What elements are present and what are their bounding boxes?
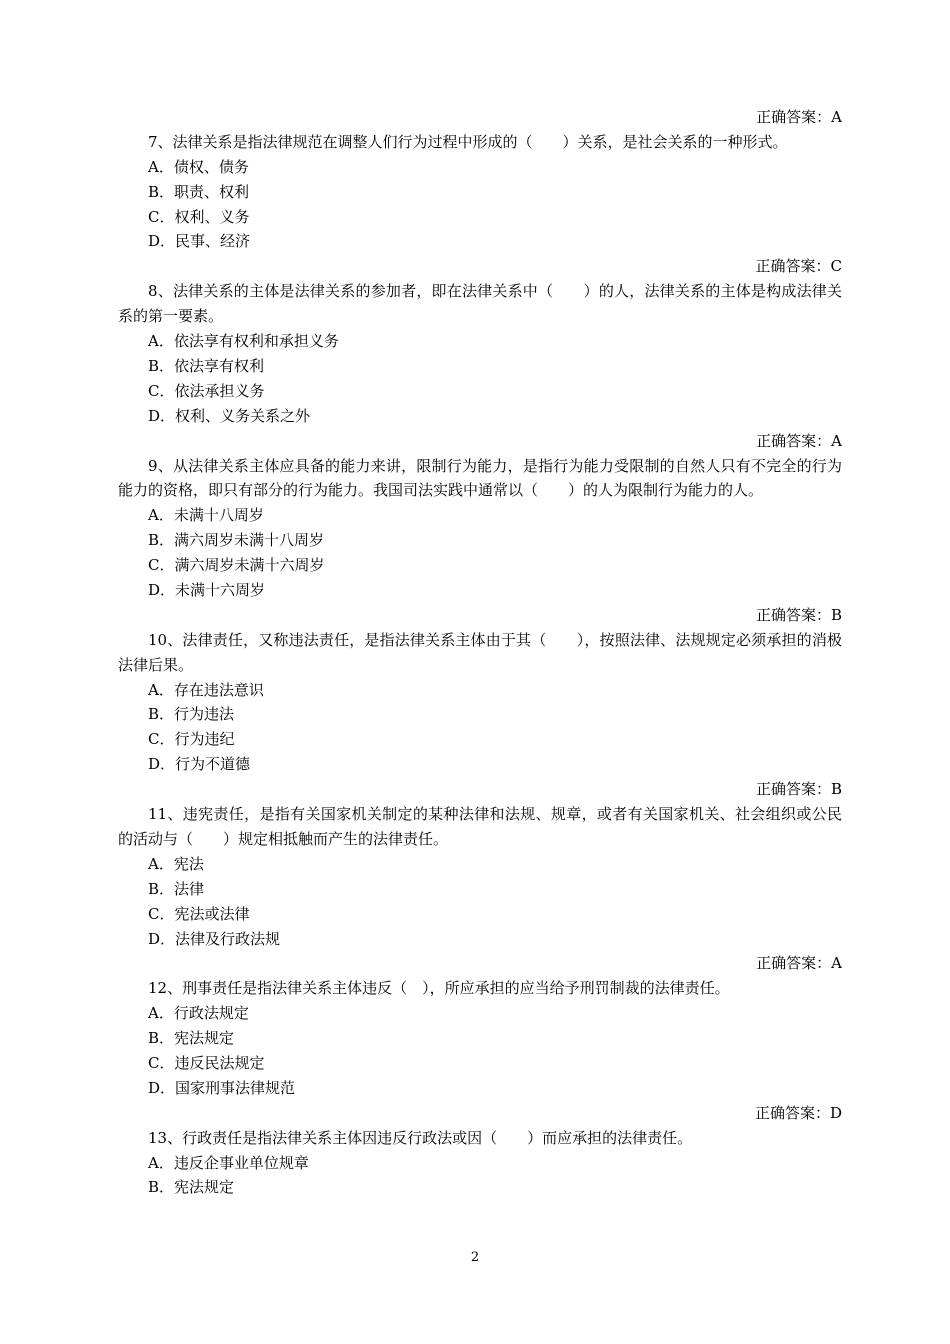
answer-option: A．行政法规定 <box>148 1004 249 1023</box>
answer-option: D．权利、义务关系之外 <box>148 406 311 425</box>
answer-option: A．未满十八周岁 <box>148 506 264 525</box>
answer-option: A．存在违法意识 <box>148 680 264 699</box>
correct-answer: 正确答案：A <box>756 431 842 450</box>
answer-option: B．职责、权利 <box>148 182 250 201</box>
question-text: 8、法律关系的主体是法律关系的参加者，即在法律关系中（ ）的人，法律关系的主体是构成法律关系的第一要素。 <box>118 282 842 326</box>
correct-answer: 正确答案：B <box>755 780 842 799</box>
answer-option: B．宪法规定 <box>148 1029 235 1048</box>
answer-option: B．依法享有权利 <box>148 356 265 375</box>
answer-option: D．国家刑事法律规范 <box>148 1078 296 1097</box>
answer-option: C．满六周岁未满十六周岁 <box>148 556 325 575</box>
page-number: 2 <box>470 1250 480 1265</box>
correct-answer: 正确答案：C <box>755 257 842 276</box>
answer-option: D．未满十六周岁 <box>148 581 266 599</box>
answer-option: D．法律及行政法规 <box>148 929 281 948</box>
question-text: 10、法律责任，又称违法责任，是指法律关系主体由于其（ ），按照法律、法规规定必须承担的消极法律后果。 <box>118 630 842 674</box>
answer-option: B．行为违法 <box>148 705 235 724</box>
answer-option: C．违反民法规定 <box>148 1054 265 1072</box>
answer-option: C．行为违纪 <box>148 730 235 749</box>
answer-option: D．行为不道德 <box>148 755 251 774</box>
question-text: 13、行政责任是指法律关系主体因违反行政法或因（ ）而应承担的法律责任。 <box>148 1128 693 1147</box>
question-text: 7、法律关系是指法律规范在调整人们行为过程中形成的（ ）关系，是社会关系的一种形式。 <box>148 132 788 151</box>
correct-answer: 正确答案：A <box>756 108 842 126</box>
answer-option: B．满六周岁未满十八周岁 <box>148 531 325 550</box>
answer-option: A．债权、债务 <box>148 157 249 176</box>
answer-option: A．违反企事业单位规章 <box>148 1153 309 1172</box>
answer-option: A．宪法 <box>148 854 204 873</box>
question-text: 12、刑事责任是指法律关系主体违反（ ），所应承担的应当给予刑罚制裁的法律责任。 <box>148 979 730 998</box>
answer-option: B．法律 <box>148 879 205 898</box>
question-text: 11、违宪责任，是指有关国家机关制定的某种法律和法规、规章，或者有关国家机关、社会组织或公民的活动与（ ）规定相抵触而产生的法律责任。 <box>118 805 842 848</box>
correct-answer: 正确答案：A <box>756 954 842 973</box>
answer-option: C．权利、义务 <box>148 207 250 226</box>
correct-answer: 正确答案：D <box>754 1103 842 1122</box>
question-text: 9、从法律关系主体应具备的能力来讲，限制行为能力，是指行为能力受限制的自然人只有不完全的行为能力的资格，即只有部分的行为能力。我国司法实践中通常以（ ）的人为限制行为能力的人。 <box>118 456 842 500</box>
answer-option: C．宪法或法律 <box>148 904 250 923</box>
answer-option: C．依法承担义务 <box>148 381 265 400</box>
answer-option: A．依法享有权利和承担义务 <box>148 332 339 351</box>
correct-answer: 正确答案：B <box>755 605 842 624</box>
question-list <box>118 105 842 1200</box>
answer-option: D．民事、经济 <box>148 232 251 251</box>
answer-option: B．宪法规定 <box>148 1178 235 1197</box>
